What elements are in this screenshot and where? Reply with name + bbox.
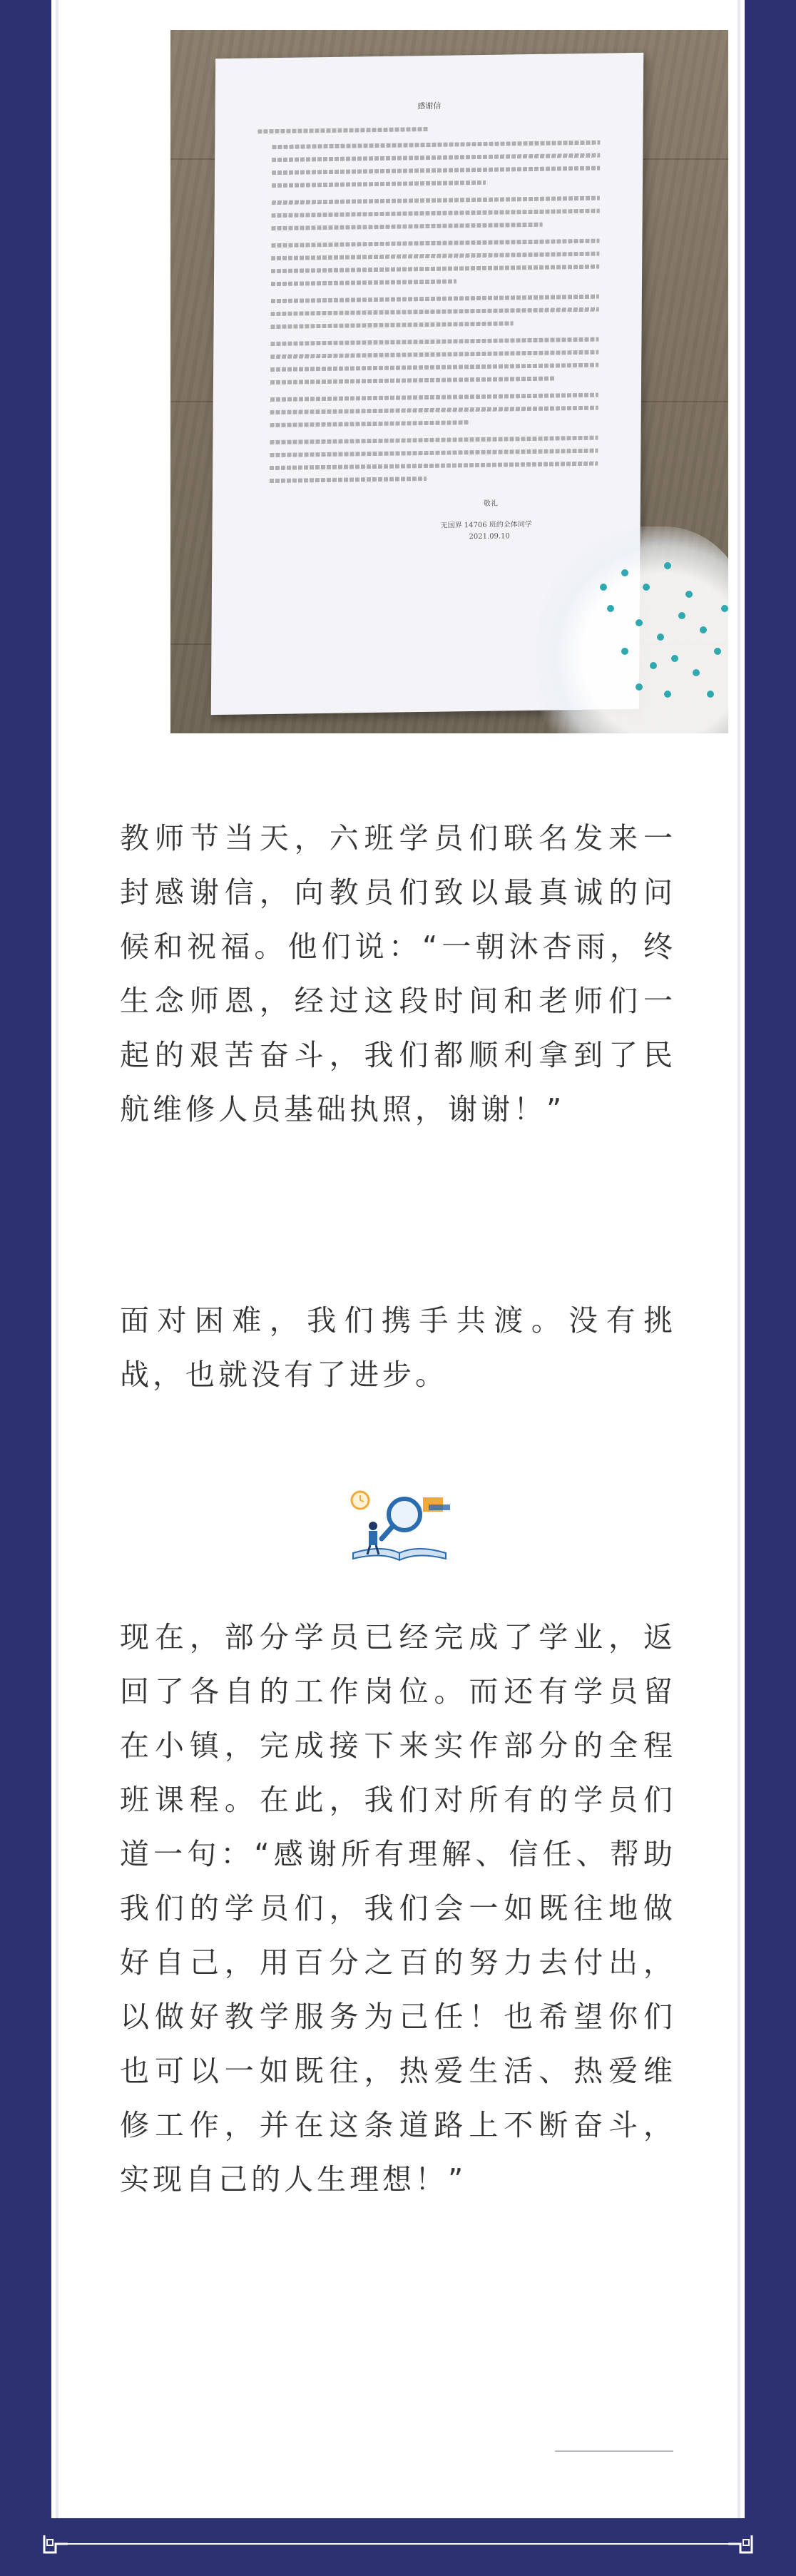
magnifier-book-illustration: [339, 1487, 460, 1567]
bottom-border-ornament: [0, 2518, 796, 2576]
letter-title: 感谢信: [417, 101, 442, 111]
paragraph-teachers-day: 教师节当天，六班学员们联名发来一封感谢信，向教员们致以最真诚的问候和祝福。他们说：“一朝沐杏雨，终生念师恩，经过这段时间和老师们一起的艰苦奋斗，我们都顺利拿到了民航维修人员基础执照，谢谢！”: [120, 821, 676, 1126]
thank-you-letter-photo: [170, 30, 728, 733]
letter-signature: 敬礼: [483, 499, 498, 508]
letter-signed-by: 无国界 14706 班的全体同学: [440, 520, 532, 530]
paragraph-facing-difficulties: 面对困难，我们携手共渡。没有挑战，也就没有了进步。: [120, 1303, 676, 1392]
paragraph-graduation-message: 现在，部分学员已经完成了学业，返回了各自的工作岗位。而还有学员留在小镇，完成接下来实作部分的全程班课程。在此，我们对所有的学员们道一句：“感谢所有理解、信任、帮助我们的学员们，我们会一如既往地做好自己，用百分之百的努力去付出，以做好教学服务为己任！也希望你们也可以一如既往，热爱生活、热爱维修工作，并在这条道路上不断奋斗，实现自己的人生理想！”: [120, 1620, 676, 2196]
end-divider: [555, 2450, 673, 2452]
article-frame: [51, 0, 745, 2518]
letter-date: 2021.09.10: [469, 532, 510, 541]
